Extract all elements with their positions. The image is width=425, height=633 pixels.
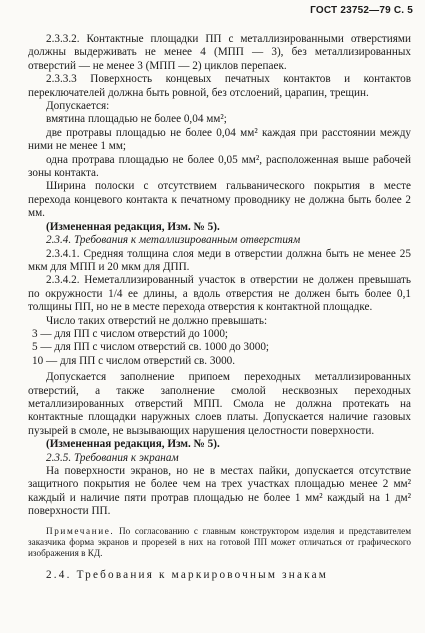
paragraph-hole-count: Число таких отверстий не должно превышать: <box>46 314 268 327</box>
document-body <box>28 33 411 582</box>
note-label: Примечание. <box>46 525 115 536</box>
allowed-heading: Допускается: <box>46 100 110 113</box>
section-heading-2-3-4: 2.3.4. Требования к металлизированным отверстиям <box>46 234 301 247</box>
allowed-item-one-etch: одна протрава площадью не более 0,05 мм², расположенная выше рабочей зоны контакта. <box>28 153 411 180</box>
paragraph-screens: На поверхности экранов, но не в местах пайки, допускается отсутствие защитного покрытия не более чем на трех участках площадью менее 2 мм² каждый и наличие пяти протрав площадью не более 1 мм² каждый на 1 дм² поверхности ПП. <box>28 465 411 518</box>
note-text: По согласованию с главным конструктором изделия и представителем заказчика форма экранов и прорезей в них на готовой ПП может отличаться от графического изображения в КД. <box>28 525 412 558</box>
list-item: 3 — для ПП с числом отверстий до 1000; <box>32 327 229 340</box>
paragraph-2-3-3-3: 2.3.3.3 Поверхность концевых печатных контактов и контактов переключателей должна быть ровной, без отслоений, царапин, трещин. <box>28 73 411 99</box>
paragraph-solder-filling: Допускается заполнение припоем переходных металлизированных отверстий, а также заполнение смолой несквозных переходных металлизированных отверстий МПП. Смола не должна протекать на контактные площадки наружных слоев платы. Допускается наличие газовых пузырей в смоле, не вызывающих нарушения целостности поверхности. <box>28 371 411 437</box>
paragraph-2-3-4-1: 2.3.4.1. Средняя толщина слоя меди в отверстии должна быть не менее 25 мкм для МПП и 20 мкм для ДПП. <box>28 247 411 273</box>
paragraph-strip-width: Ширина полоски с отсутствием гальванического покрытия в месте перехода концевого контакта к печатному проводнику не должна быть более 2 мм. <box>28 180 411 220</box>
allowed-item-two-etches: две протравы площадью не более 0,04 мм² каждая при расстоянии между ними не менее 1 мм; <box>28 126 411 153</box>
list-item: 5 — для ПП с числом отверстий св. 1000 до 3000; <box>32 341 270 354</box>
paragraph-2-3-3-2: 2.3.3.2. Контактные площадки ПП с металлизированными отверстиями должны выдерживать не менее 4 (МПП — 3), без металлизированных отверстий — не менее 3 (МПП — 2) циклов перепаек. <box>28 33 411 72</box>
hole-count-list <box>28 328 411 368</box>
list-item: 10 — для ПП с числом отверстий св. 3000. <box>32 354 236 367</box>
section-heading-2-3-5: 2.3.5. Требования к экранам <box>46 451 179 464</box>
paragraph-2-3-4-2: 2.3.4.2. Неметаллизированный участок в отверстии не должен превышать по окружности 1/4 ее длины, а вдоль отверстия не должен быть более 0,1 толщины ПП, но не в месте перехода отверстия к контактной площадке. <box>28 274 411 314</box>
allowed-item-dent: вмятина площадью не более 0,04 мм²; <box>46 113 227 126</box>
amendment-note: (Измененная редакция, Изм. № 5). <box>46 438 220 451</box>
section-heading-2-4: 2.4. Требования к маркировочным знакам <box>46 568 329 581</box>
note <box>28 526 411 559</box>
page-header: ГОСТ 23752—79 С. 5 <box>310 5 413 16</box>
amendment-note: (Измененная редакция, Изм. № 5). <box>46 220 220 233</box>
